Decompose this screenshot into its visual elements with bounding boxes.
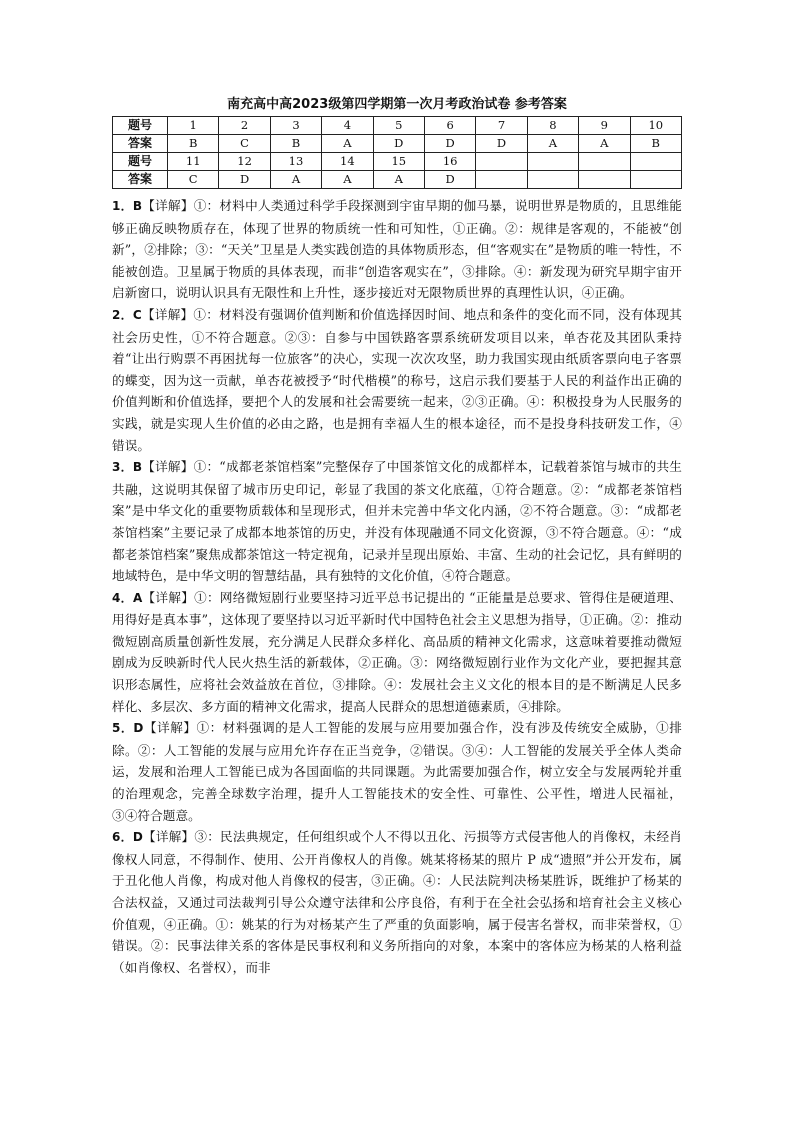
table-cell: B — [630, 135, 681, 153]
table-cell: D — [373, 135, 424, 153]
explanation-3 — [112, 456, 682, 587]
table-cell: 6 — [424, 117, 475, 135]
explanation-text: 【详解】①：材料强调的是人工智能的发展与应用要加强合作，没有涉及传统安全威胁，①排除。②：人工智能的发展与应用允许存在正当竞争，②错误。③④：人工智能的发展关乎全体人类命运，发展和治理人工智能已成为各国面临的共同课题。为此需要加强合作，树立安全与发展两轮并重的治理观念，完善全球数字治理，提升人工智能技术的安全性、可靠性、公平性，增进人民福祉，③④符合题意。 — [112, 720, 682, 823]
table-cell: 15 — [373, 153, 424, 171]
table-cell: B — [270, 135, 321, 153]
table-cell: D — [424, 135, 475, 153]
explanation-4 — [112, 587, 682, 718]
explanation-text: 【详解】③：民法典规定，任何组织或个人不得以丑化、污损等方式侵害他人的肖像权，未经肖像权人同意，不得制作、使用、公开肖像权人的肖像。姚某将杨某的照片 P 成“遗照”并公开发布，属于丑化他人肖像，构成对他人肖像权的侵害，③正确。④：人民法院判决杨某胜诉，既维护了杨某的合法权益，又通过司法裁判引导公众遵守法律和公序良俗，有利于在全社会弘扬和培育社会主义核心价值观，④正确。①：姚某的行为对杨某产生了严重的负面影响，属于侵害名誉权，而非荣誉权，①错误。②：民事法律关系的客体是民事权利和义务所指向的对象，本案中的客体应为杨某的人格利益（如肖像权、名誉权），而非 — [112, 829, 682, 975]
table-cell: 8 — [527, 117, 578, 135]
answer-table — [112, 116, 682, 189]
table-cell: 1 — [168, 117, 219, 135]
table-cell: B — [168, 135, 219, 153]
row-header: 答案 — [113, 171, 168, 189]
table-cell — [476, 171, 527, 189]
table-cell — [630, 153, 681, 171]
row-header: 题号 — [113, 153, 168, 171]
row-header: 答案 — [113, 135, 168, 153]
table-cell: 2 — [219, 117, 270, 135]
explanations — [112, 195, 682, 978]
table-cell — [579, 171, 630, 189]
table-cell: D — [476, 135, 527, 153]
table-row-answers-2 — [113, 171, 682, 189]
table-cell: 16 — [424, 153, 475, 171]
table-cell: A — [322, 135, 373, 153]
table-cell: 9 — [579, 117, 630, 135]
table-cell: C — [168, 171, 219, 189]
table-row-answers-1 — [113, 135, 682, 153]
table-cell: 14 — [322, 153, 373, 171]
table-cell: A — [322, 171, 373, 189]
explanation-6 — [112, 826, 682, 978]
explanation-text: 【详解】①：“成都老茶馆档案”完整保存了中国茶馆文化的成都样本，记载着茶馆与城市的共生共融，这说明其保留了城市历史印记，彰显了我国的茶文化底蕴，①符合题意。②：“成都老茶馆档案”是中华文化的重要物质载体和呈现形式，但并未完善中华文化内涵，②不符合题意。③：“成都老茶馆档案”主要记录了成都本地茶馆的历史，并没有体现融通不同文化资源，③不符合题意。④：“成都老茶馆档案”聚焦成都茶馆这一特定视角，记录并呈现出原始、丰富、生动的社会记忆，具有鲜明的地域特色，是中华文明的智慧结晶，具有独特的文化价值，④符合题意。 — [112, 459, 682, 584]
explanation-5 — [112, 717, 682, 826]
explanation-text: 【详解】①：材料中人类通过科学手段探测到宇宙早期的伽马暴，说明世界是物质的，且思维能够正确反映物质存在，体现了世界的物质统一性和可知性，①正确。②：规律是客观的，不能被“创新”，②排除；③：“天关”卫星是人类实践创造的具体物质形态，但“客观实在”是物质的唯一特性，不能被创造。卫星属于物质的具体表现，而非“创造客观实在”，③排除。④：新发现为研究早期宇宙开启新窗口，说明认识具有无限性和上升性，逐步接近对无限物质世界的真理性认识，④正确。 — [112, 198, 683, 301]
table-row-numbers-2 — [113, 153, 682, 171]
table-cell: A — [579, 135, 630, 153]
table-cell — [630, 171, 681, 189]
explanation-text: 【详解】①：网络微短剧行业要坚持习近平总书记提出的 “正能量是总要求、管得住是硬道理、用得好是真本事”，这体现了要坚持以习近平新时代中国特色社会主义思想为指导，①正确。②：推动微短剧高质量创新性发展，充分满足人民群众多样化、高品质的精神文化需求，这意味着要推动微短剧成为反映新时代人民火热生活的新载体，②正确。③：网络微短剧行业作为文化产业，要把握其意识形态属性，应将社会效益放在首位，③排除。④：发展社会主义文化的根本目的是不断满足人民多样化、多层次、多方面的精神文化需求，提高人民群众的思想道德素质，④排除。 — [112, 589, 682, 714]
table-cell: C — [219, 135, 270, 153]
table-cell — [476, 153, 527, 171]
table-cell: 4 — [322, 117, 373, 135]
question-number: 1．B — [112, 199, 143, 213]
answer-sheet — [112, 96, 682, 978]
table-cell: 7 — [476, 117, 527, 135]
table-row-numbers-1 — [113, 117, 682, 135]
table-cell — [579, 153, 630, 171]
explanation-1 — [112, 195, 682, 304]
table-cell — [527, 171, 578, 189]
question-number: 2．C — [112, 307, 142, 322]
table-cell: D — [219, 171, 270, 189]
table-cell: 3 — [270, 117, 321, 135]
question-number: 6．D — [112, 830, 143, 845]
row-header: 题号 — [113, 117, 168, 135]
table-cell: A — [527, 135, 578, 153]
question-number: 4．A — [112, 590, 143, 605]
table-cell: A — [373, 171, 424, 189]
table-cell — [527, 153, 578, 171]
explanation-text: 【详解】①：材料没有强调价值判断和价值选择因时间、地点和条件的变化而不同，没有体现其社会历史性，①不符合题意。②③：自参与中国铁路客票系统研发项目以来，单杏花及其团队秉持着“让出行购票不再困扰每一位旅客”的决心，实现一次次攻坚，助力我国实现由纸质客票向电子客票的蝶变，因为这一贡献，单杏花被授予“时代楷模”的称号，这启示我们要基于人民的利益作出正确的价值判断和价值选择，要把个人的发展和社会需要统一起来，②③正确。④：积极投身为人民服务的实践，就是实现人生价值的必由之路，也是拥有幸福人生的根本途径，而不是投身科技研发工作，④错误。 — [112, 306, 682, 453]
table-cell: 12 — [219, 153, 270, 171]
table-cell: 10 — [630, 117, 681, 135]
table-cell: D — [424, 171, 475, 189]
table-cell: 11 — [168, 153, 219, 171]
table-cell: 5 — [373, 117, 424, 135]
table-cell: A — [270, 171, 321, 189]
page-title: 南充高中高2023级第四学期第一次月考政治试卷 参考答案 — [227, 97, 567, 112]
question-number: 3．B — [112, 460, 143, 475]
explanation-2 — [112, 304, 682, 456]
table-cell: 13 — [270, 153, 321, 171]
question-number: 5．D — [112, 721, 144, 736]
